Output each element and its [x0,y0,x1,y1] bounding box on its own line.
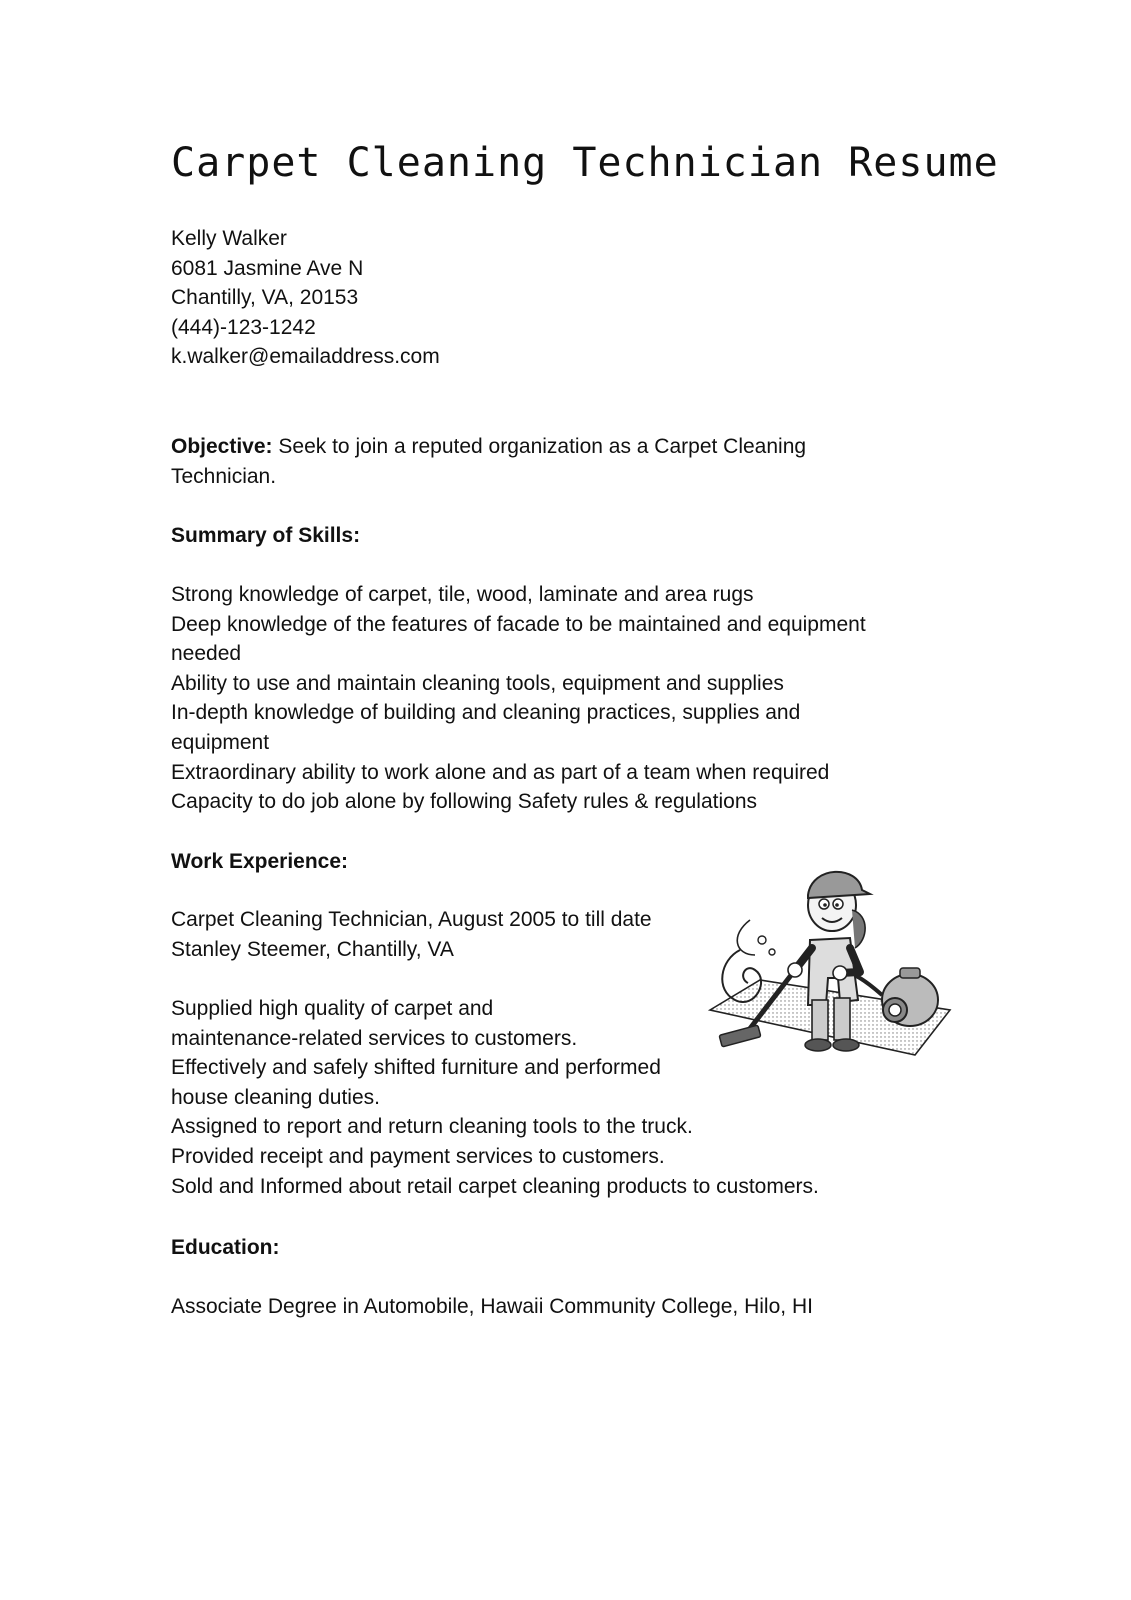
carpet-cleaner-illustration [700,860,960,1090]
education-heading: Education: [171,1236,280,1259]
objective-text-line1: Seek to join a reputed organization as a Carpet Cleaning [278,435,807,458]
contact-block [171,224,440,372]
skill-line: Strong knowledge of carpet, tile, wood, laminate and area rugs [171,583,754,606]
duty-line: house cleaning duties. [171,1085,380,1109]
duty-line: Sold and Informed about retail carpet cleaning products to customers. [171,1174,819,1198]
resume-title: Carpet Cleaning Technician Resume [171,140,999,186]
work-experience-heading: Work Experience: [171,850,349,873]
contact-phone: (444)-123-1242 [171,315,316,339]
duty-line: maintenance-related services to customers. [171,1026,578,1050]
duty-line: Provided receipt and payment services to customers. [171,1144,665,1168]
job-employer: Stanley Steemer, Chantilly, VA [171,937,454,961]
vacuum-unit [882,968,938,1026]
duty-line: Supplied high quality of carpet and [171,997,494,1020]
skill-line: Extraordinary ability to work alone and as part of a team when required [171,760,830,784]
skill-line: needed [171,642,242,666]
contact-name: Kelly Walker [171,227,287,250]
job-position: Carpet Cleaning Technician, August 2005 to till date [171,908,652,931]
duty-line: Effectively and safely shifted furniture and performed [171,1056,661,1080]
contact-street: 6081 Jasmine Ave N [171,256,364,280]
objective-label: Objective: [171,435,273,458]
education-entry: Associate Degree in Automobile, Hawaii Community College, Hilo, HI [171,1295,813,1318]
skills-heading: Summary of Skills: [171,524,361,547]
skill-line: Ability to use and maintain cleaning tools, equipment and supplies [171,671,784,695]
skill-line: Capacity to do job alone by following Safety rules & regulations [171,790,758,814]
skill-line: In-depth knowledge of building and cleaning practices, supplies and [171,701,801,725]
contact-city: Chantilly, VA, 20153 [171,286,359,310]
objective-section [171,432,911,491]
job-header [171,905,652,964]
objective-text-line2: Technician. [171,464,277,488]
duty-line: Assigned to report and return cleaning tools to the truck. [171,1115,693,1139]
skill-line: Deep knowledge of the features of facade to be maintained and equipment [171,612,866,636]
contact-email: k.walker@emailaddress.com [171,345,440,369]
skill-line: equipment [171,730,270,754]
skills-list [171,580,866,817]
